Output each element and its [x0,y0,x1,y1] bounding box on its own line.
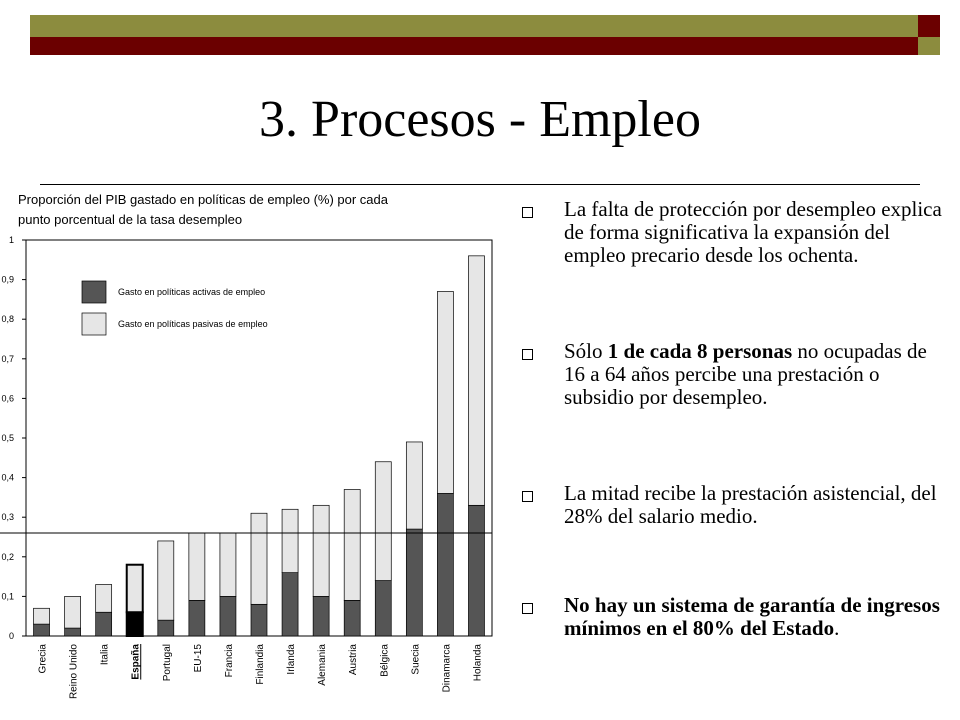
chart-title-line-2: punto porcentual de la tasa desempleo [18,212,243,227]
bar-pasivas-13 [437,291,453,493]
bar-activas-12 [406,529,422,636]
y-tick-label: 0 [8,631,14,641]
bar-pasivas-10 [344,489,360,600]
bar-activas-0 [34,624,50,636]
x-tick-label: Italia [99,644,111,666]
x-tick-label: Reino Unido [68,644,80,700]
bullet-square-icon [522,603,533,614]
bar-activas-5 [189,600,205,636]
bar-pasivas-3 [127,565,143,613]
bullet-2-post: no ocupadas de 16 a 64 años percibe una prestación o subsidio por desempleo. [564,339,927,409]
bar-pasivas-6 [220,533,236,596]
bar-activas-7 [251,604,267,636]
bar-pasivas-8 [282,509,298,572]
bar-pasivas-5 [189,533,205,600]
x-tick-label: Bélgica [379,644,391,677]
bullet-2-pre: Sólo [564,339,608,363]
x-tick-label: EU-15 [192,644,204,673]
bar-pasivas-2 [96,585,112,613]
x-tick-label: Holanda [472,644,484,682]
x-tick-label: Grecia [37,644,49,674]
bullet-square-icon [522,349,533,360]
bar-activas-8 [282,573,298,636]
bar-activas-14 [468,505,484,636]
x-tick-label: Austria [348,644,360,676]
bar-pasivas-4 [158,541,174,620]
x-tick-label: Francia [223,644,235,678]
bullet-3 [522,482,942,528]
slide-title: 3. Procesos - Empleo [259,91,701,148]
bar-activas-2 [96,612,112,636]
x-tick-label: España [130,644,142,680]
header-corner-maroon [918,15,940,37]
header-band-maroon [30,37,918,55]
y-tick-label: 0,1 [1,591,14,602]
y-tick-label: 0,9 [1,274,14,285]
bar-activas-11 [375,581,391,636]
legend-swatch-pasivas [82,313,106,335]
bar-pasivas-1 [65,596,81,628]
x-tick-label: Finlandia [255,644,266,685]
bar-pasivas-11 [375,462,391,581]
bar-activas-10 [344,600,360,636]
x-tick-label: Irlanda [286,644,298,675]
bullet-square-icon [522,207,533,218]
y-tick-label: 0,8 [1,314,14,325]
bar-pasivas-14 [468,256,484,505]
y-tick-label: 0,2 [1,551,14,562]
header-corner-olive [918,37,940,55]
bullet-1 [522,198,942,267]
title-rule [40,184,920,185]
bar-activas-4 [158,620,174,636]
bullet-4 [522,594,942,640]
x-tick-label: Dinamarca [441,644,453,693]
chart-title [18,190,418,230]
x-tick-label: Alemania [317,644,329,686]
bullet-1-text: La falta de protección por desempleo explica de forma significativa la expansión del empleo precario desde los ochenta. [564,197,942,267]
x-tick-label: Suecia [410,644,422,675]
bar-chart [0,228,510,720]
x-tick-label: Portugal [161,644,173,682]
bar-pasivas-7 [251,513,267,604]
bar-activas-1 [65,628,81,636]
bullet-4-post: . [834,616,840,640]
y-tick-label: 0,4 [1,472,14,483]
bar-activas-9 [313,596,329,636]
bullet-2 [522,340,942,409]
bullet-4-bold: No hay un sistema de garantía de ingresos mínimos en el 80% del Estado [564,593,940,640]
bar-activas-3 [127,612,143,636]
bullet-2-bold: 1 de cada 8 personas [607,339,793,363]
bullet-square-icon [522,491,533,502]
y-tick-label: 0,7 [1,353,14,364]
legend-swatch-activas [82,281,106,303]
bar-pasivas-12 [406,442,422,529]
bar-pasivas-9 [313,505,329,596]
y-tick-label: 0,6 [1,393,14,404]
chart-title-line-1: Proporción del PIB gastado en políticas de empleo (%) por cada [18,192,388,207]
bar-activas-6 [220,596,236,636]
header-band-olive [30,15,918,37]
bar-activas-13 [437,493,453,636]
legend-label-pasivas: Gasto en políticas pasivas de empleo [118,319,268,329]
y-tick-label: 0,5 [1,433,14,443]
y-tick-label: 1 [8,235,14,245]
legend-label-activas: Gasto en políticas activas de empleo [118,287,266,297]
bullet-3-text: La mitad recibe la prestación asistencial, del 28% del salario medio. [564,481,937,528]
y-tick-label: 0,3 [1,512,14,523]
bar-pasivas-0 [34,608,50,624]
